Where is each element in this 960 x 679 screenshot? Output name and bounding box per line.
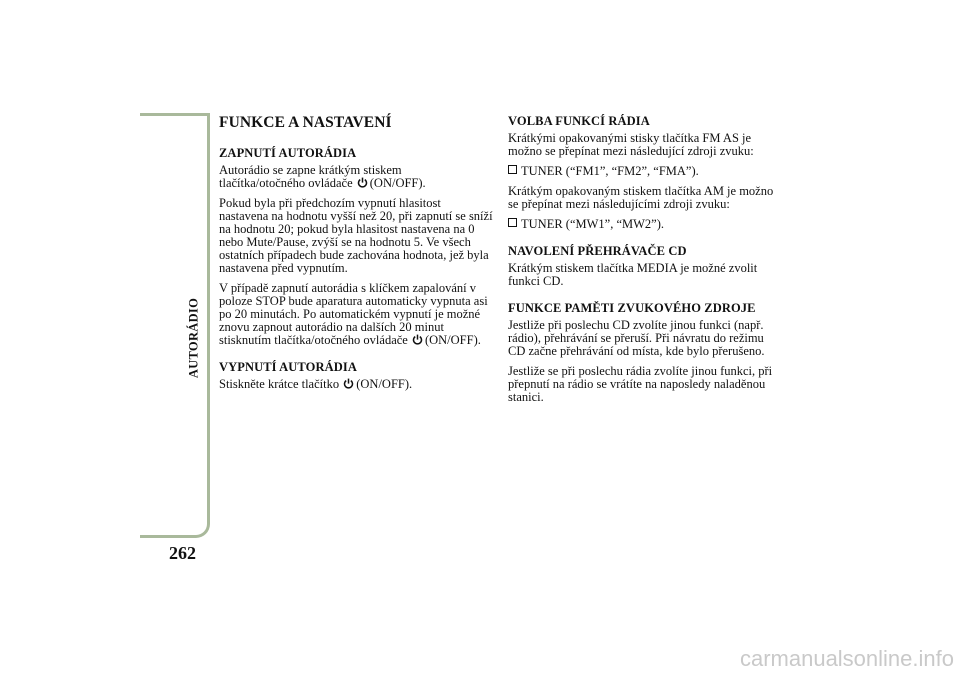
bullet-text: TUNER (“MW1”, “MW2”).: [521, 217, 665, 231]
text-line: funkci CD.: [508, 274, 564, 288]
text-line: Jestliže se při poslechu rádia zvolíte jinou funkci, při: [508, 364, 773, 378]
power-icon: [343, 378, 354, 389]
text-line: znovu zapnout autorádio na dalších 20 minut: [219, 320, 444, 334]
text-line: po 20 minutách. Po automatickém vypnutí je možné: [219, 307, 481, 321]
page-title: FUNKCE A NASTAVENÍ: [219, 114, 392, 131]
text-line: přepnutí na rádio se vrátíte na naposledy naladěnou: [508, 377, 766, 391]
paragraph-power-on: [219, 164, 493, 190]
text-line: stanici.: [508, 390, 544, 404]
paragraph-cd: [508, 262, 780, 288]
text-line: Autorádio se zapne krátkým stiskem: [219, 163, 402, 177]
page-number: 262: [169, 543, 196, 563]
text-line: CD začne přehrávání od místa, kde bylo přerušeno.: [508, 344, 765, 358]
text-line: tlačítka/otočného ovládače: [219, 176, 353, 190]
text-line: nebo Mute/Pause, zvýší se na hodnotu 5. Ve všech: [219, 235, 471, 249]
text-line: ostatních případech bude zachována hodnota, jež byla: [219, 248, 489, 262]
text-line: se přepínat mezi následujícími zdroji zvuku:: [508, 197, 730, 211]
section-heading-memory: FUNKCE PAMĚTI ZVUKOVÉHO ZDROJE: [508, 301, 756, 315]
text-line: (ON/OFF).: [356, 377, 413, 391]
paragraph-memory-radio: [508, 365, 780, 404]
text-line: Pokud byla při předchozím vypnutí hlasitost: [219, 196, 441, 210]
power-icon: [412, 334, 423, 345]
checkbox-bullet-icon: [508, 218, 517, 227]
section-heading-radio-functions: VOLBA FUNKCÍ RÁDIA: [508, 114, 650, 128]
bullet-am: [508, 218, 780, 231]
section-heading-power-on: ZAPNUTÍ AUTORÁDIA: [219, 146, 357, 160]
text-line: poloze STOP bude aparatura automaticky vypnuta asi: [219, 294, 488, 308]
text-line: (ON/OFF).: [424, 333, 481, 347]
checkbox-bullet-icon: [508, 165, 517, 174]
paragraph-fm: [508, 132, 780, 158]
text-line: rádio), přehrávání se přeruší. Při návratu do režimu: [508, 331, 764, 345]
left-column: [219, 114, 493, 398]
text-line: Krátkým opakovaným stiskem tlačítka AM je možno: [508, 184, 774, 198]
text-line: stisknutím tlačítka/otočného ovládače: [219, 333, 408, 347]
paragraph-power-off: [219, 378, 493, 391]
text-line: možno se přepínat mezi následující zdroji zvuku:: [508, 144, 754, 158]
text-line: Krátkými opakovanými stisky tlačítka FM AS je: [508, 131, 752, 145]
text-line: Jestliže při poslechu CD zvolíte jinou funkci (např.: [508, 318, 764, 332]
power-icon: [357, 177, 368, 188]
watermark: carmanualsonline.info: [739, 646, 954, 671]
text-line: V případě zapnutí autorádia s klíčkem zapalování v: [219, 281, 476, 295]
paragraph-auto-off: [219, 282, 493, 347]
text-line: Stiskněte krátce tlačítko: [219, 377, 340, 391]
paragraph-volume: [219, 197, 493, 275]
bullet-fm: [508, 165, 780, 178]
section-heading-power-off: VYPNUTÍ AUTORÁDIA: [219, 360, 357, 374]
paragraph-memory-cd: [508, 319, 780, 358]
text-line: (ON/OFF).: [369, 176, 426, 190]
text-line: nastavena před vypnutím.: [219, 261, 348, 275]
paragraph-am: [508, 185, 780, 211]
text-line: na hodnotu 20; pokud byla hlasitost nastavena na 0: [219, 222, 475, 236]
bullet-text: TUNER (“FM1”, “FM2”, “FMA”).: [521, 164, 699, 178]
section-heading-cd: NAVOLENÍ PŘEHRÁVAČE CD: [508, 244, 687, 258]
side-title: AUTORÁDIO: [186, 297, 201, 379]
right-column: [508, 114, 780, 411]
text-line: nastavena na hodnotu vyšší než 20, při zapnutí se sníží: [219, 209, 493, 223]
text-line: Krátkým stiskem tlačítka MEDIA je možné zvolit: [508, 261, 758, 275]
